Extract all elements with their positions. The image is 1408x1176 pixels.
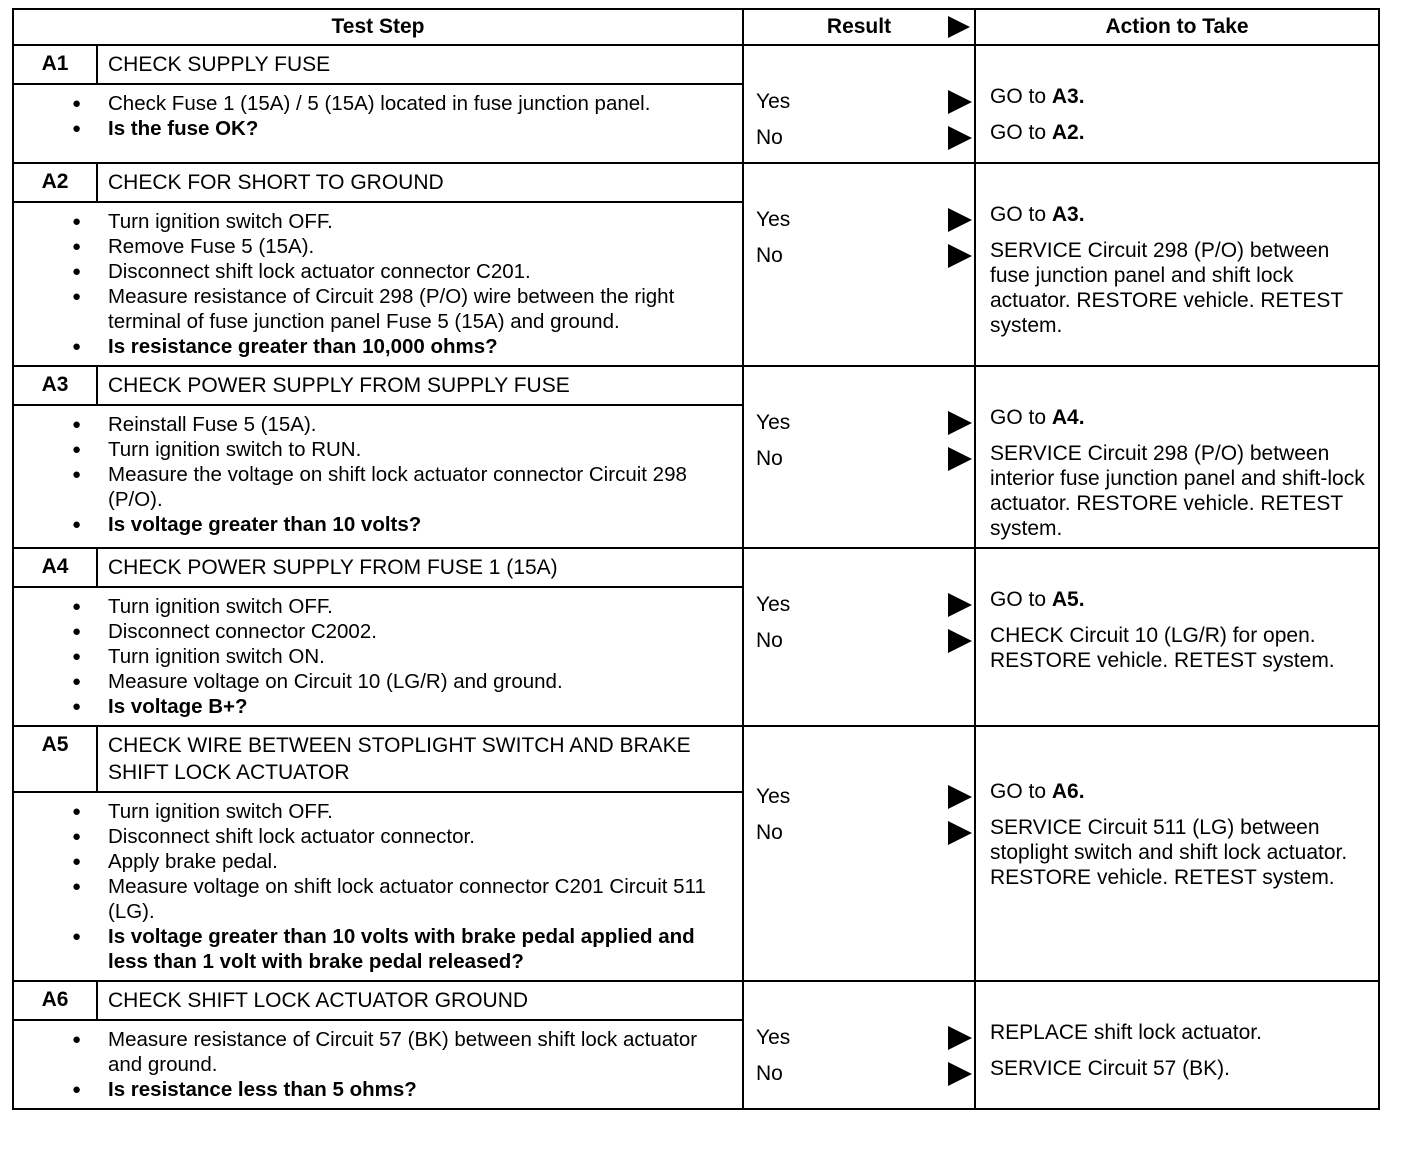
result-no-label: No <box>756 629 783 652</box>
arrow-right-icon <box>948 447 972 471</box>
result-no <box>744 441 974 477</box>
step-id: A3 <box>14 367 98 404</box>
instruction-item: ● Measure resistance of Circuit 298 (P/O) wire between the right terminal of fuse junction panel Fuse 5 (15A) and ground. <box>108 284 726 334</box>
table-row <box>13 726 1379 981</box>
action-yes: GO to A3. <box>990 85 1085 108</box>
header-action-to-take: Action to Take <box>975 9 1379 45</box>
result-yes <box>744 1020 974 1056</box>
instruction-item: ● Measure voltage on Circuit 10 (LG/R) and ground. <box>108 669 726 694</box>
result-yes <box>744 405 974 441</box>
header-test-step: Test Step <box>13 9 743 45</box>
action-yes: GO to A5. <box>990 588 1085 611</box>
arrow-right-icon <box>948 1026 972 1050</box>
step-header <box>14 164 742 203</box>
arrow-right-icon <box>948 1062 972 1086</box>
test-step-cell <box>13 163 743 366</box>
result-yes <box>744 84 974 120</box>
result-cell <box>743 726 975 981</box>
arrow-right-icon <box>948 593 972 617</box>
result-yes-label: Yes <box>756 208 791 231</box>
result-no-label: No <box>756 126 783 149</box>
step-reference: A5. <box>1051 588 1085 611</box>
result-no-label: No <box>756 447 783 470</box>
arrow-right-icon <box>948 785 972 809</box>
step-id: A4 <box>14 549 98 586</box>
table-row <box>13 45 1379 163</box>
result-cell <box>743 366 975 548</box>
instruction-item: ● Turn ignition switch OFF. <box>108 594 726 619</box>
step-id: A2 <box>14 164 98 201</box>
step-instructions <box>14 406 742 543</box>
table-row <box>13 163 1379 366</box>
instruction-item: ● Disconnect connector C2002. <box>108 619 726 644</box>
instruction-item: ● Turn ignition switch OFF. <box>108 209 726 234</box>
arrow-right-icon <box>948 244 972 268</box>
arrow-right-icon <box>948 411 972 435</box>
action-yes: GO to A3. <box>990 203 1085 226</box>
step-header <box>14 367 742 406</box>
step-question: ● Is voltage B+? <box>108 694 726 719</box>
step-question: ● Is resistance greater than 10,000 ohms? <box>108 334 726 359</box>
step-question: ● Is the fuse OK? <box>108 116 726 141</box>
action-no: SERVICE Circuit 298 (P/O) between fuse junction panel and shift lock actuator. RESTORE vehicle. RETEST system. <box>990 239 1343 337</box>
action-cell <box>975 726 1379 981</box>
step-title: CHECK SUPPLY FUSE <box>108 53 331 76</box>
step-reference: A3. <box>1051 203 1085 226</box>
instruction-item: ● Measure resistance of Circuit 57 (BK) between shift lock actuator and ground. <box>108 1027 726 1077</box>
step-question: ● Is resistance less than 5 ohms? <box>108 1077 726 1102</box>
table-row <box>13 366 1379 548</box>
result-no-label: No <box>756 244 783 267</box>
action-yes: GO to A4. <box>990 406 1085 429</box>
test-step-cell <box>13 366 743 548</box>
arrow-right-icon <box>948 16 970 38</box>
action-no: SERVICE Circuit 298 (P/O) between interior fuse junction panel and shift-lock actuator. RESTORE vehicle. RETEST system. <box>990 442 1365 540</box>
step-reference: A3. <box>1051 85 1085 108</box>
test-step-cell <box>13 45 743 163</box>
instruction-item: ● Disconnect shift lock actuator connector C201. <box>108 259 726 284</box>
instruction-item: ● Turn ignition switch OFF. <box>108 799 726 824</box>
step-title: CHECK FOR SHORT TO GROUND <box>108 171 444 194</box>
table-row <box>13 981 1379 1109</box>
result-cell <box>743 163 975 366</box>
arrow-right-icon <box>948 90 972 114</box>
step-question: ● Is voltage greater than 10 volts? <box>108 512 726 537</box>
arrow-right-icon <box>948 208 972 232</box>
step-header <box>14 549 742 588</box>
instruction-item: ● Reinstall Fuse 5 (15A). <box>108 412 726 437</box>
result-yes <box>744 587 974 623</box>
test-step-cell <box>13 981 743 1109</box>
step-header <box>14 46 742 85</box>
pinpoint-test-table <box>12 8 1380 1110</box>
action-cell <box>975 366 1379 548</box>
result-yes-label: Yes <box>756 785 791 808</box>
action-no: SERVICE Circuit 511 (LG) between stoplight switch and shift lock actuator. RESTORE vehicle. RETEST system. <box>990 816 1348 889</box>
action-yes: GO to A6. <box>990 780 1085 803</box>
instruction-item: ● Apply brake pedal. <box>108 849 726 874</box>
table-row <box>13 548 1379 726</box>
action-yes: REPLACE shift lock actuator. <box>990 1021 1262 1044</box>
action-cell <box>975 45 1379 163</box>
result-yes-label: Yes <box>756 90 791 113</box>
result-cell <box>743 981 975 1109</box>
step-title: CHECK WIRE BETWEEN STOPLIGHT SWITCH AND BRAKE SHIFT LOCK ACTUATOR <box>108 734 691 784</box>
step-instructions <box>14 793 742 980</box>
step-instructions <box>14 588 742 725</box>
instruction-item: ● Disconnect shift lock actuator connector. <box>108 824 726 849</box>
step-instructions <box>14 203 742 365</box>
result-cell <box>743 548 975 726</box>
result-yes-label: Yes <box>756 593 791 616</box>
action-cell <box>975 163 1379 366</box>
result-cell <box>743 45 975 163</box>
step-header <box>14 727 742 793</box>
action-cell <box>975 981 1379 1109</box>
test-step-cell <box>13 726 743 981</box>
result-yes-label: Yes <box>756 1026 791 1049</box>
step-instructions <box>14 85 742 147</box>
test-step-cell <box>13 548 743 726</box>
step-question: ● Is voltage greater than 10 volts with brake pedal applied and less than 1 volt with brake pedal released? <box>108 924 726 974</box>
result-no-label: No <box>756 1062 783 1085</box>
instruction-item: ● Measure voltage on shift lock actuator connector C201 Circuit 511 (LG). <box>108 874 726 924</box>
step-id: A5 <box>14 727 98 791</box>
instruction-item: ● Turn ignition switch to RUN. <box>108 437 726 462</box>
result-yes <box>744 779 974 815</box>
step-title: CHECK POWER SUPPLY FROM SUPPLY FUSE <box>108 374 570 397</box>
header-result <box>743 9 975 45</box>
result-yes-label: Yes <box>756 411 791 434</box>
table-header-row <box>13 9 1379 45</box>
result-no-label: No <box>756 821 783 844</box>
header-result-label: Result <box>826 15 892 38</box>
diagnostic-table-sheet <box>12 8 1378 1110</box>
result-no <box>744 815 974 851</box>
step-instructions <box>14 1021 742 1108</box>
action-no: GO to A2. <box>990 121 1085 144</box>
result-yes <box>744 202 974 238</box>
result-no <box>744 120 974 156</box>
action-no: CHECK Circuit 10 (LG/R) for open. RESTORE vehicle. RETEST system. <box>990 624 1335 672</box>
step-reference: A4. <box>1051 406 1085 429</box>
arrow-right-icon <box>948 821 972 845</box>
arrow-right-icon <box>948 629 972 653</box>
action-cell <box>975 548 1379 726</box>
step-id: A6 <box>14 982 98 1019</box>
result-no <box>744 1056 974 1092</box>
step-reference: A2. <box>1051 121 1085 144</box>
instruction-item: ● Measure the voltage on shift lock actuator connector Circuit 298 (P/O). <box>108 462 726 512</box>
instruction-item: ● Turn ignition switch ON. <box>108 644 726 669</box>
instruction-item: ● Check Fuse 1 (15A) / 5 (15A) located in fuse junction panel. <box>108 91 726 116</box>
table-body <box>13 45 1379 1109</box>
step-title: CHECK POWER SUPPLY FROM FUSE 1 (15A) <box>108 556 558 579</box>
instruction-item: ● Remove Fuse 5 (15A). <box>108 234 726 259</box>
result-no <box>744 623 974 659</box>
step-title: CHECK SHIFT LOCK ACTUATOR GROUND <box>108 989 529 1012</box>
step-header <box>14 982 742 1021</box>
arrow-right-icon <box>948 126 972 150</box>
action-no: SERVICE Circuit 57 (BK). <box>990 1057 1231 1080</box>
step-reference: A6. <box>1051 780 1085 803</box>
result-no <box>744 238 974 274</box>
step-id: A1 <box>14 46 98 83</box>
